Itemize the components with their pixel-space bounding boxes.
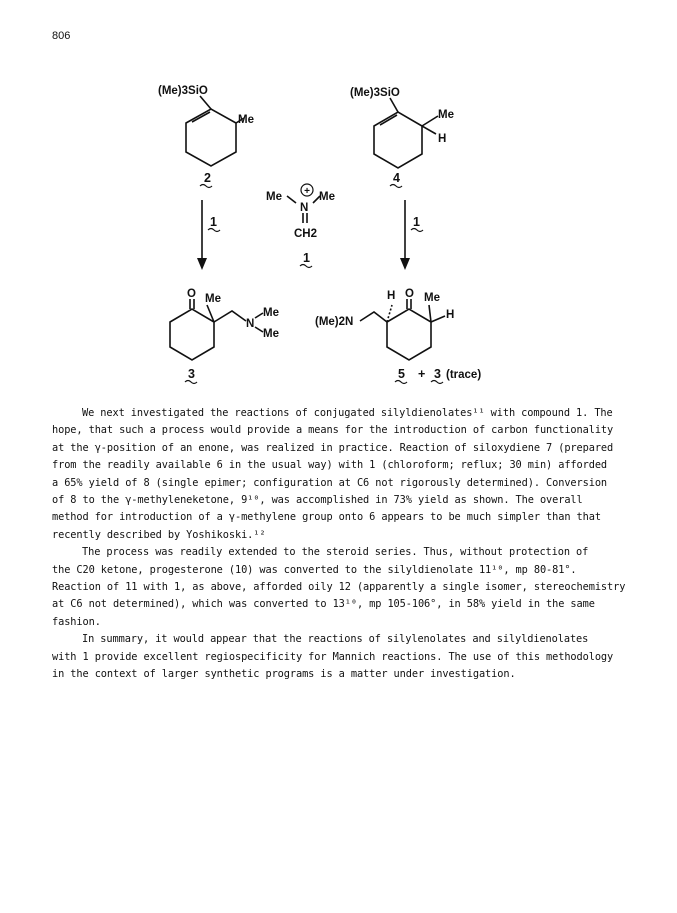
reagent-1-me-right: Me bbox=[319, 191, 335, 203]
cmpd-2-siloxy: (Me)3SiO bbox=[158, 85, 208, 97]
paragraph-1 bbox=[52, 405, 632, 544]
cmpd-4-h: H bbox=[438, 133, 447, 145]
reagent-1-bond-left bbox=[287, 196, 296, 203]
text-line: from the readily available 6 in the usual way) with 1 (chloroform; reflux; 30 min) afforded bbox=[52, 459, 608, 472]
text-line: method for introduction of a γ-methylene group onto 6 appears to be much simpler than that bbox=[52, 511, 601, 524]
text-line: fashion. bbox=[52, 615, 101, 628]
cmpd-2-o-bond bbox=[200, 96, 211, 109]
text-line: In summary, it would appear that the reactions of silylenolates and silyldienolates bbox=[82, 633, 589, 646]
cmpd-3-ring bbox=[170, 309, 214, 360]
cmpd-4-double-bond bbox=[380, 115, 397, 125]
cmpd-4-o-bond bbox=[390, 98, 398, 112]
cmpd-5-nme2: (Me)2N bbox=[315, 316, 354, 328]
text-line: We next investigated the reactions of conjugated silyldienolates¹¹ with compound 1. The bbox=[82, 407, 613, 419]
cmpd-2-double-bond bbox=[192, 112, 210, 122]
cmpd-4-me-bond bbox=[422, 116, 438, 126]
text-line: at the γ-position of an enone, was realized in practice. Reaction of siloxydiene 7 (prepared bbox=[52, 441, 614, 454]
cmpd-3-number: 3 bbox=[188, 367, 195, 381]
cmpd-3-me: Me bbox=[205, 293, 221, 305]
cmpd-4-h-bond bbox=[422, 126, 436, 134]
cmpd-4-ring bbox=[374, 112, 422, 168]
cmpd-5-o: O bbox=[405, 288, 414, 300]
product-plus: + bbox=[418, 367, 426, 381]
cmpd-4-me: Me bbox=[438, 109, 454, 121]
paragraph-3 bbox=[52, 631, 632, 683]
cmpd-3-n: N bbox=[246, 318, 255, 330]
text-line: The process was readily extended to the steroid series. Thus, without protection of bbox=[82, 546, 589, 559]
text-line: the C20 ketone, progesterone (10) was converted to the silyldienolate 11¹⁰, mp 80-81°. bbox=[52, 563, 577, 576]
reagent-1-number: 1 bbox=[303, 251, 310, 265]
body-text bbox=[52, 405, 632, 684]
cmpd-3-o: O bbox=[187, 288, 196, 300]
paragraph-2 bbox=[52, 544, 632, 631]
text-line: of 8 to the γ-methyleneketone, 9¹⁰, was accomplished in 73% yield as shown. The overall bbox=[52, 494, 583, 507]
product-trace: (trace) bbox=[446, 369, 482, 381]
product-cmpd-3-number: 3 bbox=[434, 367, 441, 381]
reagent-1-n: N bbox=[300, 202, 309, 214]
cmpd-3-nme-up bbox=[255, 313, 263, 318]
cmpd-5-ring bbox=[387, 309, 431, 360]
reagent-1-me-left: Me bbox=[266, 191, 282, 203]
cmpd-4-number: 4 bbox=[393, 171, 400, 185]
reagent-1-plus: + bbox=[304, 186, 310, 197]
text-line: Reaction of 11 with 1, as above, afforded oily 12 (apparently a single isomer, stereochemistry bbox=[52, 581, 626, 594]
cmpd-2-me: Me bbox=[238, 114, 254, 126]
text-line: at C6 not determined), which was converted to 13¹⁰, mp 105-106°, in 58% yield in the same bbox=[52, 598, 595, 611]
cmpd-5-me: Me bbox=[424, 292, 440, 304]
cmpd-5-h-bond bbox=[431, 316, 445, 322]
cmpd-3-me2: Me bbox=[263, 328, 279, 340]
text-line: recently described by Yoshikoski.¹² bbox=[52, 528, 266, 541]
arrow-right-head bbox=[400, 258, 410, 270]
cmpd-5-me-bond bbox=[429, 305, 431, 322]
text-line: with 1 provide excellent regiospecificity for Mannich reactions. The use of this methodology bbox=[52, 650, 614, 663]
cmpd-5-h-top: H bbox=[387, 290, 396, 302]
reaction-scheme bbox=[0, 0, 677, 400]
cmpd-2-number: 2 bbox=[204, 171, 211, 185]
text-line: in the context of larger synthetic programs is a matter under investigation. bbox=[52, 668, 516, 681]
cmpd-3-nme-down bbox=[255, 327, 263, 332]
cmpd-5-chain bbox=[360, 312, 387, 322]
arrow-right-label: 1 bbox=[413, 215, 420, 229]
arrow-left-head bbox=[197, 258, 207, 270]
cmpd-5-number: 5 bbox=[398, 367, 405, 381]
cmpd-3-chain bbox=[214, 311, 246, 322]
arrow-left-label: 1 bbox=[210, 215, 217, 229]
reagent-1-ch2: CH2 bbox=[294, 228, 318, 240]
cmpd-3-me1: Me bbox=[263, 307, 279, 319]
text-line: a 65% yield of 8 (single epimer; configuration at C6 not rigorously determined). Conversion bbox=[52, 476, 608, 489]
page-number: 806 bbox=[52, 30, 71, 42]
cmpd-5-h-right: H bbox=[446, 309, 455, 321]
text-line: hope, that such a process would provide a means for the introduction of carbon functionality bbox=[52, 424, 614, 437]
cmpd-2-ring bbox=[186, 109, 236, 166]
cmpd-4-siloxy: (Me)3SiO bbox=[350, 87, 400, 99]
